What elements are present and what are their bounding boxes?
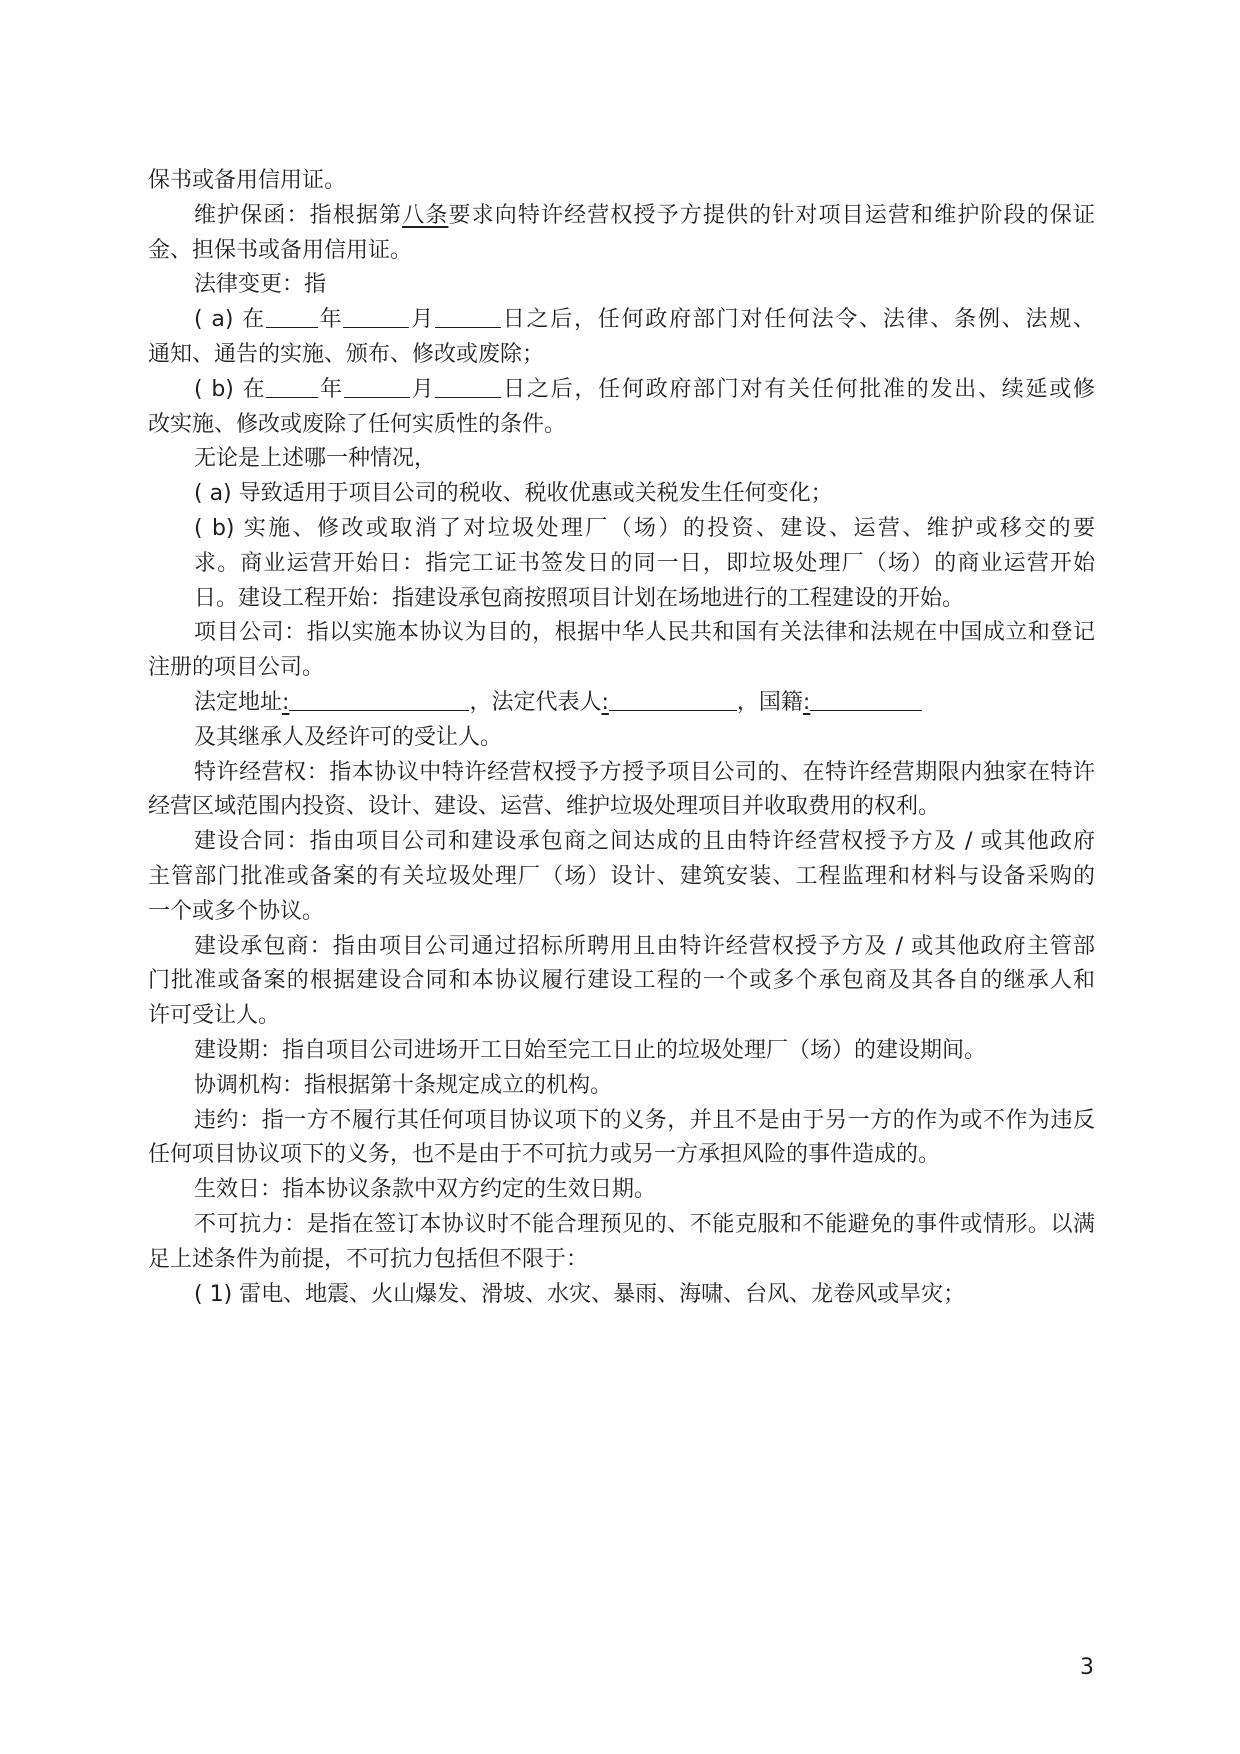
fill-in-blank [266, 303, 318, 328]
text-segment: 日。建设工程开始：指建设承包商按照项目计划在场地进行的工程建设的开始。 [194, 585, 965, 611]
text-segment: 注册的项目公司。 [148, 655, 325, 681]
text-line [148, 964, 1095, 999]
text-line [148, 408, 1095, 443]
text-line [148, 338, 1095, 373]
text-line [148, 164, 1095, 199]
text-segment: ( b) 在 [194, 376, 267, 402]
text-segment: 足上述条件为前提，不可抗力包括但不限于： [148, 1246, 589, 1272]
text-line [148, 1173, 1095, 1208]
text-segment: 日之后，任何政府部门对有关任何批准的发出、续延或修 [501, 376, 1095, 402]
underlined-text: : [601, 689, 609, 715]
text-segment: 要求向特许经营权授予方提供的针对项目运营和维护阶段的保证 [448, 202, 1095, 228]
text-segment: 维护保函：指根据第 [194, 202, 403, 228]
text-segment: 保书或备用信用证。 [148, 168, 347, 193]
text-line [148, 930, 1095, 965]
text-line [148, 303, 1095, 338]
fill-in-blank [435, 303, 501, 328]
fill-in-blank [435, 373, 501, 398]
text-line [148, 1034, 1095, 1069]
text-line [148, 199, 1095, 234]
underlined-text: : [802, 689, 811, 715]
text-line [148, 616, 1095, 651]
text-segment: 法律变更：指 [194, 272, 327, 298]
underlined-text: : [282, 689, 290, 715]
text-segment: ( a) 在 [194, 307, 266, 333]
text-segment: 无论是上述哪一种情况， [194, 446, 437, 472]
fill-in-blank [343, 303, 409, 328]
text-line [148, 825, 1095, 860]
fill-in-blank [810, 686, 922, 711]
text-segment: 门批准或备案的根据建设合同和本协议履行建设工程的一个或多个承包商及其各自的继承人和 [148, 968, 1095, 994]
text-line [148, 234, 1095, 269]
text-segment: 建设合同：指由项目公司和建设承包商之间达成的且由特许经营权授予方及 / 或其他政府 [194, 829, 1095, 855]
text-segment: 协调机构：指根据第十条规定成立的机构。 [194, 1072, 613, 1098]
text-segment: 生效日：指本协议条款中双方约定的生效日期。 [194, 1177, 657, 1203]
text-line [148, 1208, 1095, 1243]
text-segment: 月 [409, 376, 436, 402]
text-segment: 及其继承人及经许可的受让人。 [194, 724, 503, 750]
text-line [148, 373, 1095, 408]
text-line [148, 1243, 1095, 1278]
fill-in-blank [266, 373, 318, 398]
text-segment: ，国籍 [736, 689, 803, 715]
text-segment: 违约：指一方不履行其任何项目协议项下的义务，并且不是由于另一方的作为或不作为违反 [194, 1107, 1095, 1133]
text-line [148, 582, 1095, 617]
text-segment: 一个或多个协议。 [148, 898, 325, 924]
text-segment: 特许经营权：指本协议中特许经营权授予方授予项目公司的、在特许经营期限内独家在特许 [194, 759, 1095, 785]
text-segment: ，法定代表人 [469, 689, 602, 715]
text-segment: 建设期：指自项目公司进场开工日始至完工日止的垃圾处理厂（场）的建设期间。 [194, 1037, 987, 1063]
text-line [148, 1104, 1095, 1139]
text-segment: 改实施、修改或废除了任何实质性的条件。 [148, 411, 567, 437]
page-number: 3 [1080, 1655, 1094, 1680]
underlined-text: 八条 [402, 202, 449, 228]
text-line [148, 721, 1095, 756]
text-line [148, 1138, 1095, 1173]
text-segment: ( 1) 雷电、地震、火山爆发、滑坡、水灾、暴雨、海啸、台风、龙卷风或旱灾； [194, 1281, 966, 1307]
text-segment: 不可抗力：是指在签订本协议时不能合理预见的、不能克服和不能避免的事件或情形。以满 [194, 1211, 1095, 1237]
text-segment: 通知、通告的实施、颁布、修改或废除； [148, 341, 545, 367]
text-segment: 项目公司：指以实施本协议为目的，根据中华人民共和国有关法律和法规在中国成立和登记 [194, 620, 1095, 646]
fill-in-blank [609, 686, 737, 711]
text-segment: 年 [318, 376, 344, 402]
text-segment: ( a) 导致适用于项目公司的税收、税收优惠或关税发生任何变化； [194, 481, 833, 507]
text-segment: 月 [409, 307, 435, 333]
text-line [148, 999, 1095, 1034]
text-line [148, 477, 1095, 512]
text-segment: 许可受让人。 [148, 1003, 281, 1029]
text-segment: 金、担保书或备用信用证。 [148, 237, 413, 263]
text-segment: 建设承包商：指由项目公司通过招标所聘用且由特许经营权授予方及 / 或其他政府主管部 [194, 933, 1095, 959]
text-segment: 年 [317, 307, 344, 333]
fill-in-blank [289, 686, 469, 711]
text-segment: 日之后，任何政府部门对任何法令、法律、条例、法规、 [500, 307, 1095, 333]
text-line [148, 756, 1095, 791]
text-line [148, 1069, 1095, 1104]
text-line [148, 547, 1095, 582]
text-line [148, 895, 1095, 930]
text-line [148, 860, 1095, 895]
text-segment: 任何项目协议项下的义务，也不是由于不可抗力或另一方承担风险的事件造成的。 [148, 1142, 941, 1168]
text-line [148, 686, 1095, 721]
text-line [148, 1278, 1095, 1313]
text-line [148, 790, 1095, 825]
text-segment: ( b) 实施、修改或取消了对垃圾处理厂（场）的投资、建设、运营、维护或移交的要 [194, 515, 1095, 541]
text-segment: 求。商业运营开始日：指完工证书签发日的同一日，即垃圾处理厂（场）的商业运营开始 [194, 550, 1095, 576]
text-line [148, 268, 1095, 303]
text-line [148, 651, 1095, 686]
text-line [148, 512, 1095, 547]
text-segment: 经营区域范围内投资、设计、建设、运营、维护垃圾处理项目并收取费用的权利。 [148, 794, 941, 820]
text-segment: 主管部门批准或备案的有关垃圾处理厂（场）设计、建筑安装、工程监理和材料与设备采购的 [148, 863, 1095, 889]
text-line [148, 442, 1095, 477]
fill-in-blank [344, 373, 410, 398]
text-segment: 法定地址 [194, 689, 283, 715]
document-body [148, 164, 1095, 1312]
